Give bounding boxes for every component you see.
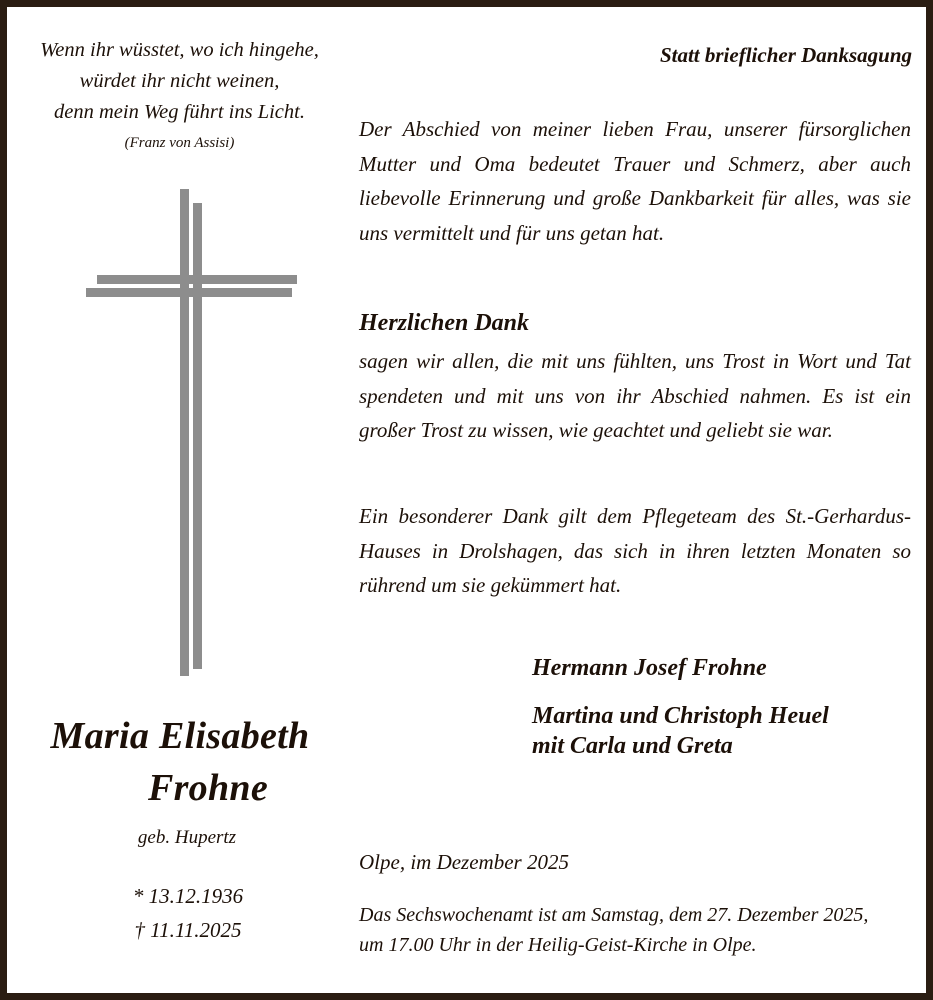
signer-husband: Hermann Josef Frohne bbox=[532, 655, 767, 681]
death-date: † 11.11.2025 bbox=[134, 918, 242, 942]
place-and-date: Olpe, im Dezember 2025 bbox=[359, 850, 569, 874]
cross-icon bbox=[7, 167, 347, 692]
service-announcement bbox=[359, 900, 919, 960]
signer-family: Martina und Christoph Heuel bbox=[532, 703, 829, 729]
service-line-1: Das Sechswochenamt ist am Samstag, dem 27. Dezember 2025, bbox=[359, 904, 869, 926]
deceased-maiden-name: geb. Hupertz bbox=[137, 827, 237, 848]
quote-line-1: Wenn ihr wüsstet, wo ich hingehe, bbox=[40, 39, 319, 61]
deceased-name bbox=[7, 710, 347, 814]
quote-attribution: (Franz von Assisi) bbox=[124, 135, 235, 151]
signers-block bbox=[532, 651, 912, 761]
service-line-2: um 17.00 Uhr in der Heilig-Geist-Kirche in Olpe. bbox=[359, 934, 757, 956]
memorial-quote bbox=[17, 35, 342, 156]
signer-grandchildren: mit Carla und Greta bbox=[532, 733, 733, 759]
quote-line-2: würdet ihr nicht weinen, bbox=[79, 70, 280, 92]
deceased-given-names: Maria Elisabeth bbox=[50, 715, 310, 757]
paragraph-farewell: Der Abschied von meiner lieben Frau, unserer fürsorglichen Mutter und Oma bedeutet Trauer und Schmerz, aber auch liebevolle Erinnerung und große Dankbarkeit für alles, was sie uns vermittelt und für uns getan hat. bbox=[359, 117, 911, 245]
deceased-dates bbox=[7, 879, 347, 947]
paragraph-care-team: Ein besonderer Dank gilt dem Pflegeteam des St.-Gerhardus-Hauses in Drolshagen, das sich in ihren letzten Monaten so rührend um sie gekümmert hat. bbox=[359, 504, 911, 597]
deceased-name-block bbox=[7, 710, 347, 947]
quote-line-3: denn mein Weg führt ins Licht. bbox=[54, 101, 305, 123]
left-column bbox=[7, 7, 347, 993]
thanks-heading: Herzlichen Dank bbox=[359, 310, 530, 336]
paragraph-thanks: sagen wir allen, die mit uns fühlten, uns Trost in Wort und Tat spendeten und mit uns von ihr Abschied nahmen. Es ist ein großer Trost zu wissen, wie geachtet und geliebt sie war. bbox=[359, 349, 911, 442]
notice-header: Statt brieflicher Danksagung bbox=[659, 43, 912, 67]
right-column bbox=[347, 7, 926, 993]
birth-date: * 13.12.1936 bbox=[132, 884, 244, 908]
deceased-surname: Frohne bbox=[147, 767, 269, 809]
